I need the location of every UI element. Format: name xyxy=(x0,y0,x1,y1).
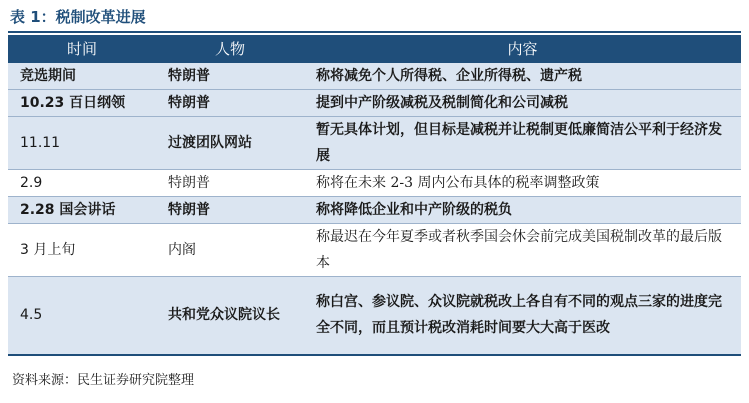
cell-person: 特朗普 xyxy=(156,170,304,197)
column-header-content: 内容 xyxy=(304,35,741,62)
cell-time: 竞选期间 xyxy=(8,62,156,90)
column-header-time: 时间 xyxy=(8,35,156,62)
table-row xyxy=(8,90,741,117)
cell-time: 4.5 xyxy=(8,277,156,355)
cell-time: 2.9 xyxy=(8,170,156,197)
cell-time: 2.28 国会讲话 xyxy=(8,197,156,224)
table-row xyxy=(8,277,741,355)
table-row xyxy=(8,62,741,90)
cell-person: 内阁 xyxy=(156,224,304,277)
cell-content: 称最迟在今年夏季或者秋季国会休会前完成美国税制改革的最后版本 xyxy=(304,224,741,277)
column-header-person: 人物 xyxy=(156,35,304,62)
cell-content: 称将降低企业和中产阶级的税负 xyxy=(304,197,741,224)
cell-content: 称白宫、参议院、众议院就税改上各自有不同的观点三家的进度完全不同，而且预计税改消耗时间要大大高于医改 xyxy=(304,277,741,355)
cell-content: 提到中产阶级减税及税制简化和公司减税 xyxy=(304,90,741,117)
cell-content: 称将减免个人所得税、企业所得税、遗产税 xyxy=(304,62,741,90)
tax-reform-table xyxy=(8,35,741,356)
cell-person: 特朗普 xyxy=(156,62,304,90)
cell-time: 10.23 百日纲领 xyxy=(8,90,156,117)
cell-person: 特朗普 xyxy=(156,90,304,117)
table-header-row xyxy=(8,35,741,62)
cell-person: 特朗普 xyxy=(156,197,304,224)
cell-person: 共和党众议院议长 xyxy=(156,277,304,355)
cell-time: 3 月上旬 xyxy=(8,224,156,277)
cell-time: 11.11 xyxy=(8,117,156,170)
table-row xyxy=(8,224,741,277)
table-caption: 表 1：税制改革进展 xyxy=(8,5,741,33)
table-row xyxy=(8,170,741,197)
cell-person: 过渡团队网站 xyxy=(156,117,304,170)
table-row xyxy=(8,117,741,170)
table-row xyxy=(8,197,741,224)
source-note: 资料来源：民生证券研究院整理 xyxy=(12,373,195,388)
cell-content: 暂无具体计划，但目标是减税并让税制更低廉简洁公平利于经济发展 xyxy=(304,117,741,170)
cell-content: 称将在未来 2-3 周内公布具体的税率调整政策 xyxy=(304,170,741,197)
